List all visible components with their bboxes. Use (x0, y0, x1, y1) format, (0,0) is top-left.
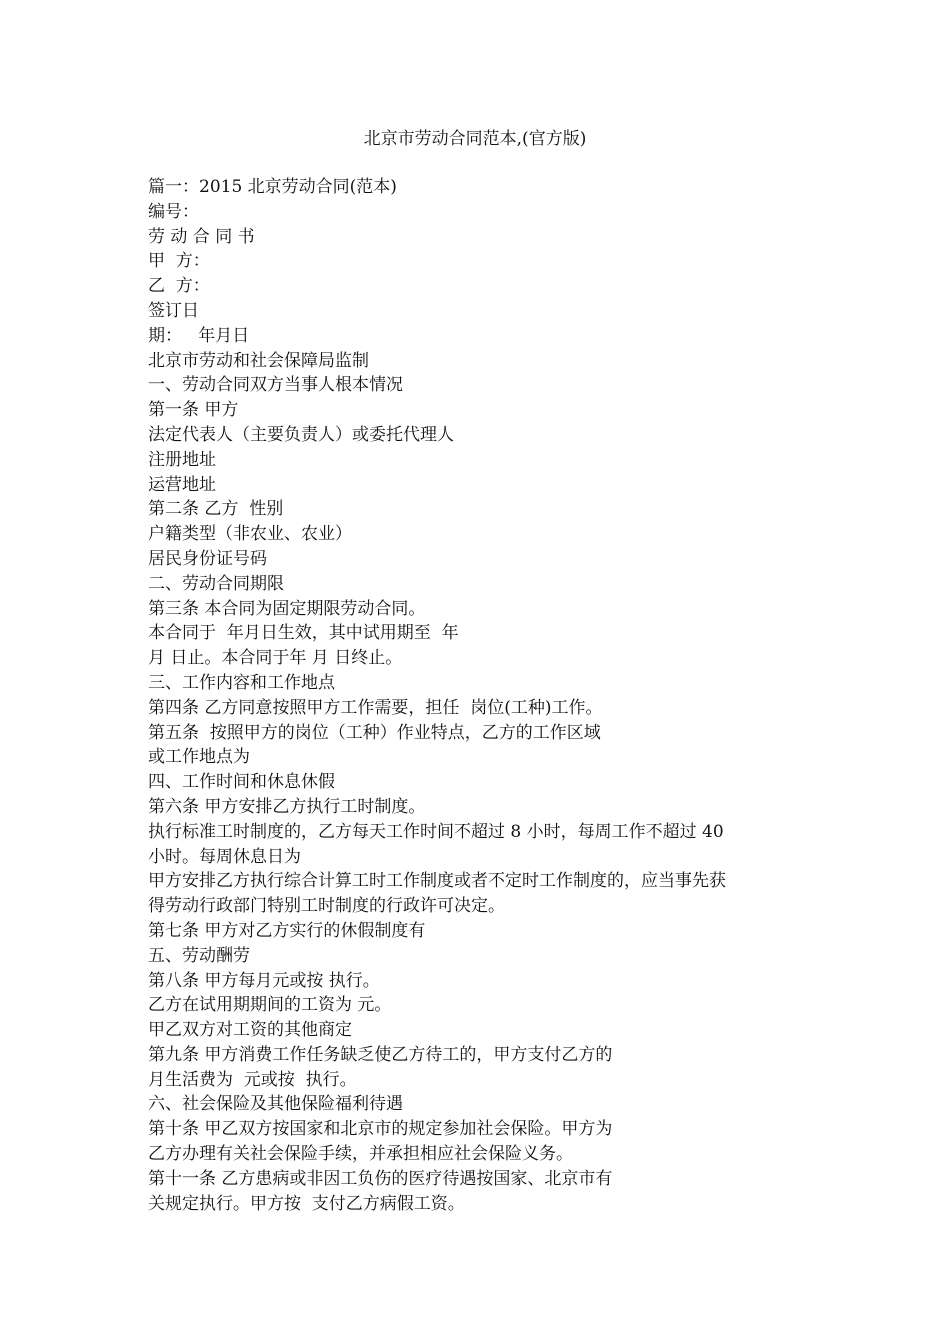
line-article-8: 第八条 甲方每月元或按 执行。 (148, 970, 380, 991)
line-article-3: 第三条 本合同为固定期限劳动合同。 (148, 598, 426, 619)
line-article-11: 第十一条 乙方患病或非因工负伤的医疗待遇按国家、北京市有 (148, 1168, 613, 1189)
line-chapter-5: 五、劳动酬劳 (148, 945, 250, 966)
line-article-4: 第四条 乙方同意按照甲方工作需要，担任 岗位(工种)工作。 (148, 697, 603, 718)
line-sign-date-label: 签订日 (148, 300, 199, 321)
line-social-insurance-duty: 乙方办理有关社会保险手续，并承担相应社会保险义务。 (148, 1144, 573, 1165)
line-chapter-2: 二、劳动合同期限 (148, 573, 284, 594)
document-body (148, 175, 828, 1216)
line-administrative-permit: 得劳动行政部门特别工时制度的行政许可决定。 (148, 896, 505, 917)
line-other-wage-terms: 甲乙双方对工资的其他商定 (148, 1020, 352, 1041)
line-work-location: 或工作地点为 (148, 747, 250, 768)
line-effective-date: 本合同于 年月日生效，其中试用期至 年 (148, 623, 459, 644)
line-chapter-6: 六、社会保险及其他保险福利待遇 (148, 1094, 403, 1115)
line-article-5: 第五条 按照甲方的岗位（工种）作业特点，乙方的工作区域 (148, 722, 601, 743)
line-section-1-header: 篇一：2015 北京劳动合同(范本) (148, 177, 397, 197)
line-sign-date-value: 期： 年月日 (148, 325, 250, 346)
document-title: 北京市劳动合同范本,(官方版) (363, 129, 587, 149)
line-probation-wage: 乙方在试用期期间的工资为 元。 (148, 995, 392, 1016)
line-contract-heading: 劳 动 合 同 书 (148, 226, 255, 247)
line-sick-leave-wage: 关规定执行。甲方按 支付乙方病假工资。 (148, 1193, 465, 1214)
line-contract-number: 编号： (148, 201, 199, 222)
line-supervisor: 北京市劳动和社会保障局监制 (148, 350, 369, 371)
line-chapter-4: 四、工作时间和休息休假 (148, 772, 335, 793)
line-article-7: 第七条 甲方对乙方实行的休假制度有 (148, 920, 426, 941)
line-article-9: 第九条 甲方消费工作任务缺乏使乙方待工的，甲方支付乙方的 (148, 1044, 613, 1065)
line-party-b: 乙 方： (148, 276, 210, 297)
line-termination-date: 月 日止。本合同于年 月 日终止。 (148, 648, 403, 669)
line-article-10: 第十条 甲乙双方按国家和北京市的规定参加社会保险。甲方为 (148, 1119, 613, 1140)
line-weekly-rest: 小时。每周休息日为 (148, 846, 301, 867)
line-operating-address: 运营地址 (148, 474, 216, 495)
line-comprehensive-hours: 甲方安排乙方执行综合计算工时工作制度或者不定时工作制度的，应当事先获 (148, 871, 726, 892)
line-registered-address: 注册地址 (148, 449, 216, 470)
line-legal-representative: 法定代表人（主要负责人）或委托代理人 (148, 424, 454, 445)
line-party-a: 甲 方： (148, 251, 210, 272)
line-article-2: 第二条 乙方 性别 (148, 499, 284, 520)
line-standard-hours: 执行标准工时制度的，乙方每天工作时间不超过 8 小时，每周工作不超过 40 (148, 821, 724, 842)
line-living-allowance: 月生活费为 元或按 执行。 (148, 1069, 357, 1090)
line-chapter-3: 三、工作内容和工作地点 (148, 672, 335, 693)
line-article-6: 第六条 甲方安排乙方执行工时制度。 (148, 796, 426, 817)
line-id-number: 居民身份证号码 (148, 548, 267, 569)
line-household-type: 户籍类型（非农业、农业） (148, 524, 352, 545)
line-chapter-1: 一、劳动合同双方当事人根本情况 (148, 375, 403, 396)
line-article-1: 第一条 甲方 (148, 400, 239, 421)
